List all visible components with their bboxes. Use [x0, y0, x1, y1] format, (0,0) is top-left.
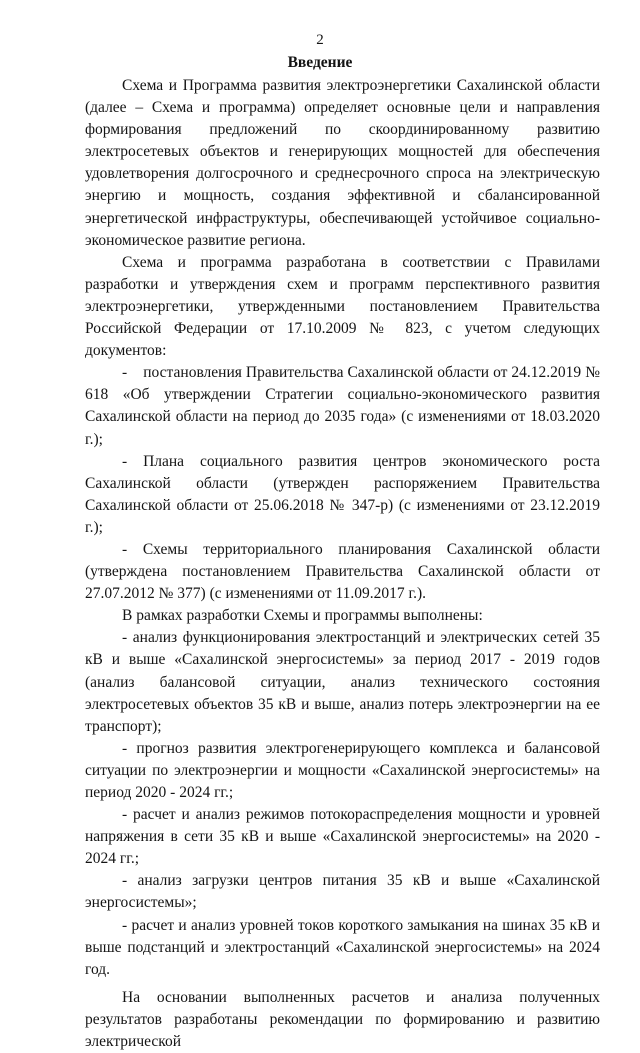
list-item-work-forecast: - прогноз развития электрогенерирующего комплекса и балансовой ситуации по электроэнергии и мощности «Сахалинской энергосистемы» на период 2020 - 2024 гг.; [85, 739, 600, 801]
list-item-document-territorial-scheme: - Схемы территориального планирования Сахалинской области (утверждена постановлением Правительства Сахалинской области от 27.07.2012 № 377) (с изменениями от 11.09.2017 г.). [85, 540, 600, 603]
list-item-work-load-flow: - расчет и анализ режимов потокораспределения мощности и уровней напряжения в сети 35 кВ и выше «Сахалинской энергосистемы» на 2020 - 2024 гг.; [85, 806, 600, 868]
paragraph-work-intro: В рамках разработки Схемы и программы выполнены: [122, 607, 483, 625]
paragraph-conclusion: На основании выполненных расчетов и анализа полученных результатов разработаны рекомендации по формированию и развитию электрической [85, 988, 600, 1051]
paragraph-intro: Схема и Программа развития электроэнергетики Сахалинской области (далее – Схема и программа) определяет основные цели и направления формирования предложений по скоординированному развитию электросетевых объектов и генерирующих мощностей для обеспечения удовлетворения долгосрочного и среднесрочного спроса на электрическую энергию и мощность, создания эффективной и сбалансированной энергетической инфраструктуры, обеспечивающей устойчивое социально-экономическое развитие региона. [85, 77, 600, 249]
list-item-document-strategy: - постановления Правительства Сахалинской области от 24.12.2019 № 618 «Об утверждении Стратегии социально-экономического развития Сахалинской области на период до 2035 года» (с изменениями от 18.03.2020 г.); [85, 364, 600, 448]
list-item-work-analysis: - анализ функционирования электростанций и электрических сетей 35 кВ и выше «Сахалинской энергосистемы» за период 2017 - 2019 годов (анализ балансовой ситуации, анализ технического состояния электросетевых объектов 35 кВ и выше, анализ потерь электроэнергии на ее транспорт); [85, 629, 600, 735]
list-item-work-substation-load: - анализ загрузки центров питания 35 кВ и выше «Сахалинской энергосистемы»; [85, 872, 600, 912]
list-item-document-plan: - Плана социального развития центров экономического роста Сахалинской области (утвержден распоряжением Правительства Сахалинской области от 25.06.2018 № 347-р) (с изменениями от 23.12.2019 г.); [85, 452, 600, 536]
document-body [85, 75, 600, 1053]
list-item-work-short-circuit: - расчет и анализ уровней токов короткого замыкания на шинах 35 кВ и выше подстанций и электростанций «Сахалинской энергосистемы» на 2024 год. [85, 916, 600, 978]
section-heading: Введение [287, 54, 353, 71]
paragraph-basis: Схема и программа разработана в соответствии с Правилами разработки и утверждения схем и программ перспективного развития электроэнергетики, утвержденными постановлением Правительства Российской Федерации от 17.10.2009 № 823, с учетом следующих документов: [85, 253, 600, 360]
page-number: 2 [316, 32, 324, 48]
